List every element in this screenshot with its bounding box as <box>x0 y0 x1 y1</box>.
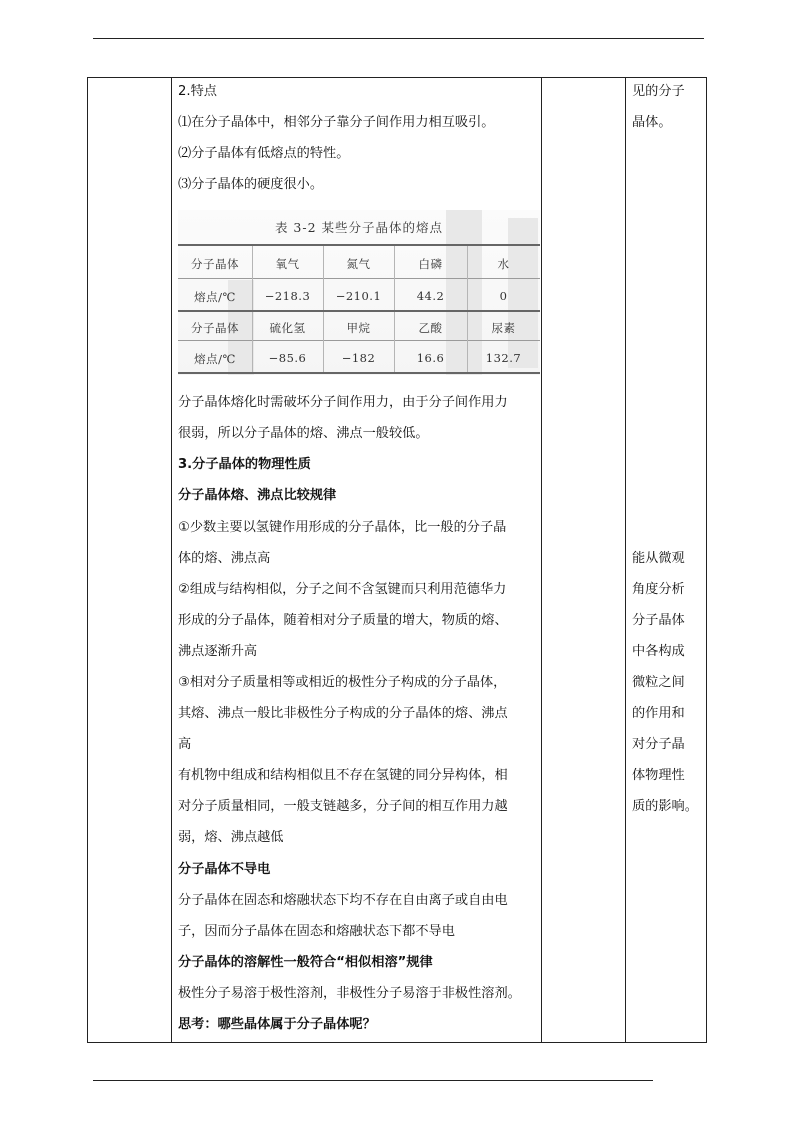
table-cell: 132.7 <box>485 351 522 365</box>
column-border <box>625 77 626 1043</box>
rule-item: 沸点逐渐升高 <box>178 644 258 659</box>
section-heading: 3.分子晶体的物理性质 <box>178 457 311 472</box>
table-rule <box>178 372 540 374</box>
table-cell: 尿素 <box>491 321 516 335</box>
subheading: 分子晶体不导电 <box>178 862 271 877</box>
table-cell: 44.2 <box>416 289 445 303</box>
table-top-border <box>87 77 707 78</box>
rule-item: 高 <box>178 737 192 752</box>
table-cell: −210.1 <box>335 289 382 303</box>
header-rule <box>93 38 704 39</box>
table-cell: 分子晶体 <box>191 257 239 271</box>
table-cell: −182 <box>341 351 376 365</box>
objective-line: 见的分子 <box>632 84 685 99</box>
table-cell: −85.6 <box>268 351 307 365</box>
table-cell: −218.3 <box>264 289 311 303</box>
paragraph-line: 极性分子易溶于极性溶剂，非极性分子易溶于非极性溶剂。 <box>178 986 521 1001</box>
objective-line: 分子晶体 <box>632 613 685 628</box>
feature-3: ⑶分子晶体的硬度很小。 <box>178 177 324 192</box>
table-cell: 氮气 <box>346 257 371 271</box>
feature-2: ⑵分子晶体有低熔点的特性。 <box>178 146 350 161</box>
objective-line: 质的影响。 <box>632 799 698 814</box>
objective-line: 角度分析 <box>632 582 685 597</box>
table-cell: 熔点/℃ <box>194 352 236 366</box>
subheading: 分子晶体的溶解性一般符合“相似相溶”规律 <box>178 955 433 970</box>
table-cell: 水 <box>497 257 510 271</box>
table-cell: 0 <box>499 289 508 303</box>
rule-item: 其熔、沸点一般比非极性分子构成的分子晶体的熔、沸点 <box>178 706 508 721</box>
paragraph-line: 分子晶体熔化时需破坏分子间作用力，由于分子间作用力 <box>178 395 508 410</box>
objective-line: 对分子晶 <box>632 737 685 752</box>
table-caption: 表 3-2 某些分子晶体的熔点 <box>274 220 444 235</box>
table-rule <box>178 244 540 246</box>
column-border <box>87 77 88 1043</box>
paragraph-line: 分子晶体在固态和熔融状态下均不存在自由离子或自由电 <box>178 893 508 908</box>
paragraph-line: 很弱，所以分子晶体的熔、沸点一般较低。 <box>178 426 429 441</box>
rule-item: ②组成与结构相似，分子之间不含氢键而只利用范德华力 <box>178 582 507 597</box>
table-cell: 熔点/℃ <box>194 290 236 304</box>
table-rule <box>178 340 540 341</box>
objective-line: 的作用和 <box>632 706 685 721</box>
table-cell: 乙酸 <box>418 321 443 335</box>
table-cell: 分子晶体 <box>191 321 239 335</box>
column-border <box>171 77 172 1043</box>
objective-line: 能从微观 <box>632 551 685 566</box>
rule-item: ③相对分子质量相等或相近的极性分子构成的分子晶体， <box>178 675 507 690</box>
heading-features: 2.特点 <box>178 84 217 99</box>
table-rule <box>178 310 540 312</box>
paragraph-line: 对分子质量相同，一般支链越多，分子间的相互作用力越 <box>178 799 508 814</box>
paragraph-line: 弱，熔、沸点越低 <box>178 830 284 845</box>
subheading: 分子晶体熔、沸点比较规律 <box>178 488 337 503</box>
column-border <box>706 77 707 1043</box>
rule-item: 体的熔、沸点高 <box>178 551 271 566</box>
paragraph-line: 子，因而分子晶体在固态和熔融状态下都不导电 <box>178 924 455 939</box>
table-cell: 16.6 <box>416 351 445 365</box>
rule-item: 形成的分子晶体，随着相对分子质量的增大，物质的熔、 <box>178 613 508 628</box>
footer-rule <box>93 1080 653 1081</box>
question: 思考：哪些晶体属于分子晶体呢？ <box>178 1017 376 1032</box>
column-border <box>541 77 542 1043</box>
objective-line: 微粒之间 <box>632 675 685 690</box>
objective-line: 晶体。 <box>632 115 672 130</box>
melting-point-table-image <box>178 210 540 375</box>
table-cell: 白磷 <box>418 257 443 271</box>
table-rule <box>178 278 540 279</box>
table-cell: 硫化氢 <box>269 321 306 335</box>
objective-line: 中各构成 <box>632 644 685 659</box>
paragraph-line: 有机物中组成和结构相似且不存在氢键的同分异构体，相 <box>178 768 508 783</box>
feature-1: ⑴在分子晶体中，相邻分子靠分子间作用力相互吸引。 <box>178 115 495 130</box>
table-cell: 氧气 <box>275 257 300 271</box>
objective-line: 体物理性 <box>632 768 685 783</box>
table-bottom-border <box>87 1042 707 1043</box>
table-cell: 甲烷 <box>346 321 371 335</box>
rule-item: ①少数主要以氢键作用形成的分子晶体，比一般的分子晶 <box>178 520 507 535</box>
